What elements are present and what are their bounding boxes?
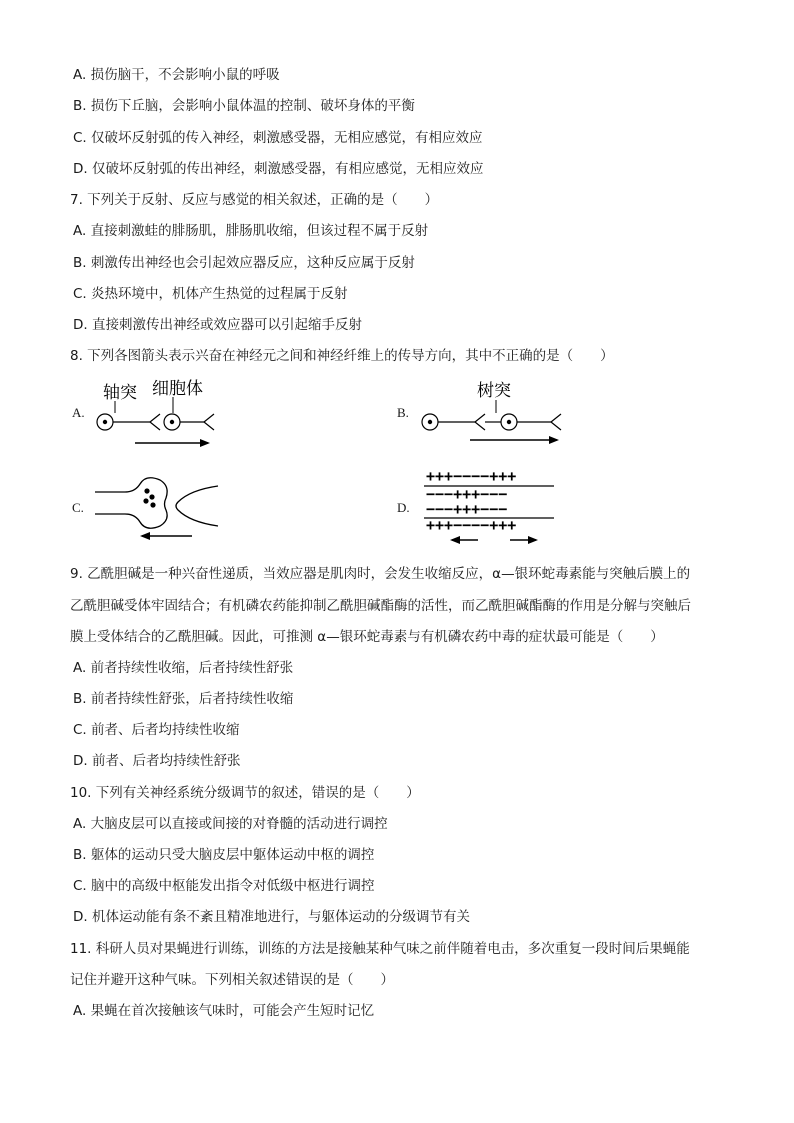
q9-option-c: C. 前者、后者均持续性收缩 <box>73 722 240 738</box>
q9-stem-line2: 乙酰胆碱受体牢固结合；有机磷农药能抑制乙酰胆碱酯酶的活性，而乙酰胆碱酯酶的作用是分解与突触后 <box>70 598 691 614</box>
axon-label: 轴突 <box>103 383 137 403</box>
left-arrow-head <box>450 536 460 544</box>
q8-label-a: A. <box>72 405 85 420</box>
neuron2-nucleus <box>170 420 174 424</box>
presynaptic-terminal <box>95 478 167 529</box>
q9-option-b: B. 前者持续性舒张，后者持续性收缩 <box>73 691 294 707</box>
arrow-head <box>140 532 150 540</box>
q10-stem: 10. 下列有关神经系统分级调节的叙述，错误的是（ ） <box>70 785 420 801</box>
q11-option-a: A. 果蝇在首次接触该气味时，可能会产生短时记忆 <box>73 1003 375 1019</box>
q6-option-b: B. 损伤下丘脑，会影响小鼠体温的控制、破坏身体的平衡 <box>73 98 415 114</box>
postsynaptic-membrane <box>176 486 218 526</box>
q9-stem-line1: 9. 乙酰胆碱是一种兴奋性递质，当效应器是肌肉时，会发生收缩反应，α—银环蛇毒素能与突触后膜上的 <box>70 566 691 582</box>
q9-stem-line3: 膜上受体结合的乙酰胆碱。因此，可推测 α—银环蛇毒素与有机磷农药中毒的症状最可能是（ ） <box>70 629 664 645</box>
charge-row-outer-bottom: +++−−−−+++ <box>426 516 517 534</box>
right-arrow-head <box>528 536 538 544</box>
q8-figure-c <box>90 470 230 550</box>
q8-label-c: C. <box>72 500 84 515</box>
q8-label-b: B. <box>397 405 409 420</box>
q10-option-a: A. 大脑皮层可以直接或间接的对脊髓的活动进行调控 <box>73 816 388 832</box>
charge-row-inner-bottom: −−−+++−−− <box>426 500 508 518</box>
neuron1-nucleus <box>103 420 107 424</box>
q8-figure-a <box>90 372 230 454</box>
q8-figure-b <box>415 372 575 454</box>
vesicle <box>150 502 155 507</box>
vesicle <box>144 488 149 493</box>
q6-option-a: A. 损伤脑干，不会影响小鼠的呼吸 <box>73 67 280 83</box>
q10-option-d: D. 机体运动能有条不紊且精准地进行，与躯体运动的分级调节有关 <box>73 909 470 925</box>
q7-option-b: B. 刺激传出神经也会引起效应器反应，这种反应属于反射 <box>73 255 415 271</box>
neuron2-terminal <box>204 414 214 430</box>
arrow-head <box>549 436 559 444</box>
arrow-head <box>200 439 210 447</box>
q10-option-c: C. 脑中的高级中枢能发出指令对低级中枢进行调控 <box>73 878 375 894</box>
charge-row-inner-top: −−−+++−−− <box>426 485 508 503</box>
q10-option-b: B. 躯体的运动只受大脑皮层中躯体运动中枢的调控 <box>73 847 375 863</box>
q11-stem-line1: 11. 科研人员对果蝇进行训练，训练的方法是接触某种气味之前伴随着电击，多次重复一段时间后果蝇能 <box>70 941 690 957</box>
q7-option-a: A. 直接刺激蛙的腓肠肌，腓肠肌收缩，但该过程不属于反射 <box>73 223 429 239</box>
q9-option-a: A. 前者持续性收缩，后者持续性舒张 <box>73 660 294 676</box>
q11-stem-line2: 记住并避开这种气味。下列相关叙述错误的是（ ） <box>70 972 394 988</box>
neuron1-nucleus <box>428 420 432 424</box>
q7-option-c: C. 炎热环境中，机体产生热觉的过程属于反射 <box>73 286 348 302</box>
q8-figure-d <box>420 462 560 552</box>
neuron1-terminal <box>150 414 160 430</box>
q8-stem: 8. 下列各图箭头表示兴奋在神经元之间和神经纤维上的传导方向，其中不正确的是（ ） <box>70 348 614 364</box>
dendrite-label: 树突 <box>477 381 511 401</box>
soma-label: 细胞体 <box>152 379 203 399</box>
neuron2-terminal <box>551 414 561 430</box>
charge-row-outer-top: +++−−−−+++ <box>426 467 517 485</box>
q6-option-d: D. 仅破坏反射弧的传出神经，刺激感受器，有相应感觉，无相应效应 <box>73 161 484 177</box>
vesicle <box>149 494 154 499</box>
q9-option-d: D. 前者、后者均持续性舒张 <box>73 753 241 769</box>
q8-label-d: D. <box>397 500 410 515</box>
q7-option-d: D. 直接刺激传出神经或效应器可以引起缩手反射 <box>73 317 362 333</box>
vesicle <box>143 498 148 503</box>
neuron2-nucleus <box>507 420 511 424</box>
q7-stem: 7. 下列关于反射、反应与感觉的相关叙述，正确的是（ ） <box>70 192 439 208</box>
neuron1-terminal <box>475 414 485 430</box>
q6-option-c: C. 仅破坏反射弧的传入神经，刺激感受器，无相应感觉，有相应效应 <box>73 130 483 146</box>
